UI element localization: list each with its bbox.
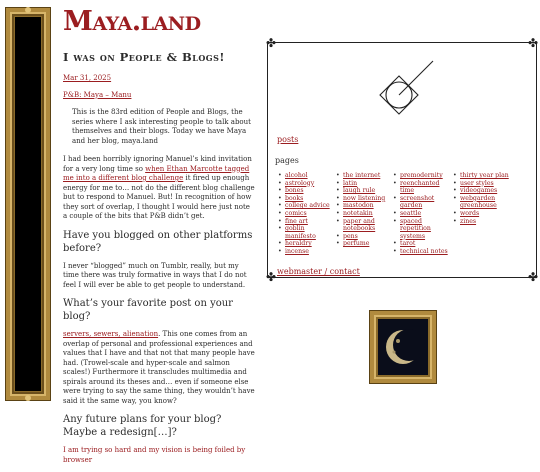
page-link-item[interactable]: • user styles [451, 180, 509, 188]
black-mirror [15, 17, 41, 391]
favorite-post-link[interactable]: servers, sewers, alienation [63, 330, 159, 338]
compass-ornament-icon [371, 49, 451, 129]
nav-posts-link[interactable]: posts [277, 135, 299, 144]
page-link-item[interactable]: • pens [334, 233, 391, 241]
page-link-item[interactable]: • mastodon [334, 202, 391, 210]
page-link-item[interactable]: • spaced repetition systems [391, 218, 451, 241]
page-link-item[interactable]: • astrology [276, 180, 334, 188]
page-link-item[interactable]: • webgarden greenhouse [451, 195, 509, 210]
corner-ornament-icon: ✤ [266, 270, 277, 284]
page-link-item[interactable]: • books [276, 195, 334, 203]
page-link-item[interactable]: • heraldry [276, 240, 334, 248]
question-heading: Any future plans for your blog? Maybe a redesign[…]? [63, 414, 222, 438]
page-link-item[interactable]: • premodernity [391, 172, 451, 180]
night-sky [378, 319, 428, 375]
page-link-item[interactable]: • zines [451, 218, 509, 226]
intro-text: I had been horribly ignoring Manuel’s kind invitation for a very long time so [63, 155, 252, 173]
page-link-item[interactable]: • bones [276, 187, 334, 195]
site-title[interactable]: Maya.land [63, 6, 201, 37]
page-link-item[interactable]: • paper and notebooks [334, 218, 391, 233]
navigation-panel [266, 36, 538, 284]
webmaster-contact-link[interactable]: webmaster / contact [277, 267, 360, 276]
page-link-item[interactable]: • tarot [391, 240, 451, 248]
page-link-item[interactable]: • seattle [391, 210, 451, 218]
answer-text: . This one comes from an overlap of personal and professional experiences and values that I have and that not that many people have had. (Trowel-scale and hyper-scale and salmon scales!) Furthermore it transcludes multimedia and spirals around its theses and… even if someone else were trying to say the same thing, they wouldn’t have said it the same way, you know? [63, 330, 255, 405]
post-title: I was on People & Blogs! [63, 50, 225, 64]
post-date-link[interactable]: Mar 31, 2025 [63, 74, 112, 82]
answer-paragraph: I never “blogged” much on Tumblr, really, but my time there was truly formative in ways that I do not feel I will ever be able to get people to understand. [63, 261, 247, 289]
page-link-item[interactable]: • screenshot garden [391, 195, 451, 210]
page-link-item[interactable]: • goblin manifesto [276, 225, 334, 240]
page-link-item[interactable]: • laugh rule [334, 187, 391, 195]
page-link-item[interactable]: • videogames [451, 187, 509, 195]
page-link-item[interactable]: • the internet [334, 172, 391, 180]
corner-ornament-icon: ✤ [266, 36, 277, 50]
pages-column-1 [276, 172, 334, 256]
pages-column-2 [334, 172, 391, 256]
page-link-item[interactable]: • incense [276, 248, 334, 256]
intro-text-rest: it fired up enough energy for me to… not do the different blog challenge but to respond to Manuel. But! In recognition of how they sort of overlap, I thought I would here just note a couple of the bits that P&B didn’t get. [63, 174, 255, 220]
page-link-item[interactable]: • latin [334, 180, 391, 188]
intro-paragraph [63, 155, 255, 222]
page-link-item[interactable]: • reenchanted time [391, 180, 451, 195]
pages-list [276, 172, 509, 256]
moon-painting-frame [370, 311, 436, 383]
page-link-item[interactable]: • alcohol [276, 172, 334, 180]
page-link-item[interactable]: • perfume [334, 240, 391, 248]
frame-ornament-icon [25, 7, 31, 13]
article [63, 6, 255, 472]
page-link-item[interactable]: • notetakin [334, 210, 391, 218]
corner-ornament-icon: ✤ [527, 36, 538, 50]
page-link-item[interactable]: • thirty year plan [451, 172, 509, 180]
question-heading: Have you blogged on other platforms before? [63, 229, 253, 254]
page-link-item[interactable]: • college advice [276, 202, 334, 210]
page-link-item[interactable]: • now listening [334, 195, 391, 203]
page-link-item[interactable]: • technical notes [391, 248, 451, 256]
page-link-item[interactable]: • words [451, 210, 509, 218]
blockquote: This is the 83rd edition of People and Blogs, the series where I ask interesting people to talk about themselves and their blogs. Today we have Maya and her blog, maya.land [72, 108, 251, 145]
pages-column-3 [391, 172, 451, 256]
moon-phase-icon [378, 319, 428, 375]
ethan-marcotte-link[interactable]: when Ethan Marcotte tagged me into a different blog challenge [63, 164, 250, 182]
question-heading: What’s your favorite post on your blog? [63, 298, 233, 322]
answer-paragraph: I am trying so hard and my vision is being foiled by browser [63, 446, 246, 464]
pages-label: pages [275, 156, 299, 165]
frame-ornament-icon [25, 395, 31, 401]
answer-paragraph [63, 330, 255, 406]
corner-ornament-icon: ✤ [527, 270, 538, 284]
pages-column-4 [451, 172, 509, 256]
gilded-mirror-frame [6, 8, 50, 400]
page-link-item[interactable]: • fine art [276, 218, 334, 226]
source-link[interactable]: P&B: Maya – Manu [63, 91, 132, 99]
page-link-item[interactable]: • comics [276, 210, 334, 218]
